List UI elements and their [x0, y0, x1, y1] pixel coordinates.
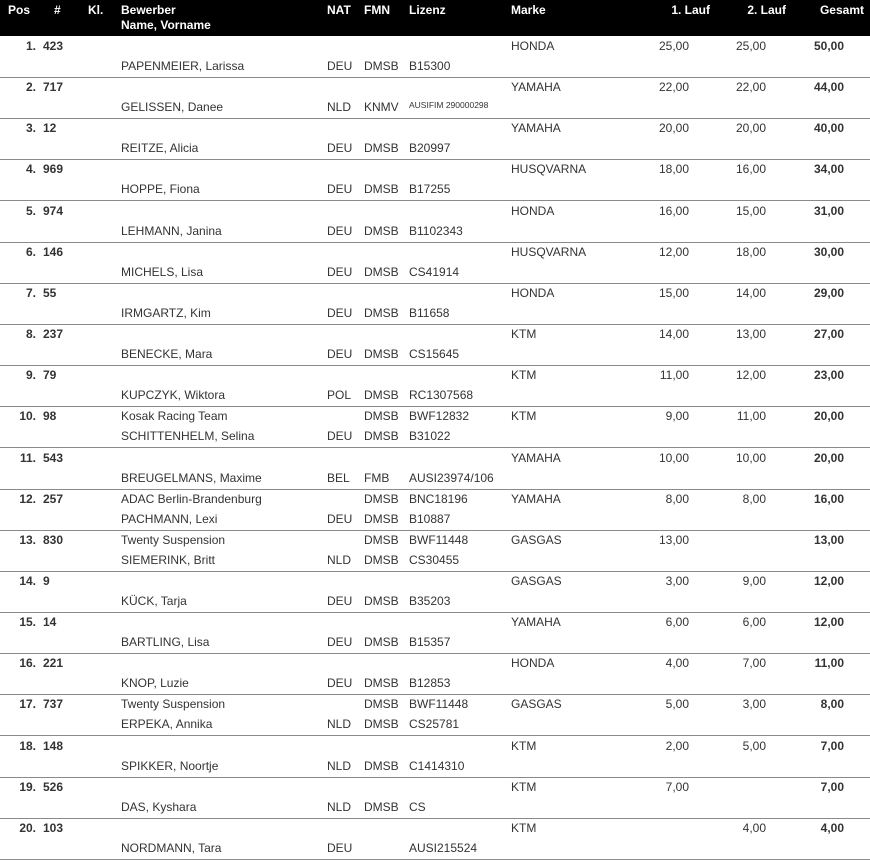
table-row	[0, 448, 870, 490]
brand-cell: YAMAHA	[511, 450, 561, 465]
run-2-points-cell: 5,00	[742, 738, 766, 753]
brand-cell: GASGAS	[511, 532, 562, 547]
total-points-cell: 30,00	[813, 244, 844, 259]
table-row	[0, 653, 870, 695]
run-2-points-cell: 10,00	[735, 450, 766, 465]
fmn-cell: DMSB	[364, 758, 399, 773]
run-1-points-cell: 4,00	[665, 656, 689, 671]
total-points-cell: 27,00	[813, 327, 844, 342]
rider-name-cell: SCHITTENHELM, Selina	[121, 429, 255, 444]
run-2-points-cell: 14,00	[735, 285, 766, 300]
brand-cell: YAMAHA	[511, 121, 561, 136]
position-cell: 4.	[25, 162, 36, 177]
table-row	[0, 736, 870, 778]
license-cell: B15357	[409, 635, 451, 650]
rider-name-cell: KUPCZYK, Wiktora	[121, 388, 226, 403]
run-1-points-cell: 2,00	[665, 738, 689, 753]
entrant-cell: Twenty Suspension	[121, 532, 226, 547]
start-number-cell: 257	[43, 491, 64, 506]
rider-name-cell: IRMGARTZ, Kim	[121, 305, 211, 320]
header-nat: NAT	[327, 3, 351, 17]
license-cell: B17255	[409, 182, 451, 197]
rider-name-cell: PAPENMEIER, Larissa	[121, 59, 245, 73]
license-cell: B1102343	[409, 223, 463, 238]
rider-name-cell: BARTLING, Lisa	[121, 635, 210, 650]
fmn-cell: DMSB	[364, 305, 399, 320]
license-cell: B11658	[409, 305, 450, 320]
nationality-cell: NLD	[327, 717, 352, 732]
brand-cell: YAMAHA	[511, 615, 561, 630]
run-2-points-cell: 16,00	[735, 162, 766, 177]
total-points-cell: 29,00	[813, 285, 844, 300]
nationality-cell: BEL	[327, 470, 350, 485]
nationality-cell: NLD	[327, 100, 352, 115]
start-number-cell: 148	[43, 738, 64, 753]
start-number-cell: 526	[43, 779, 64, 794]
rider-name-cell: GELISSEN, Danee	[121, 100, 224, 115]
table-row	[0, 159, 870, 201]
entrant-cell: Twenty Suspension	[121, 697, 226, 712]
start-number-cell: 830	[43, 532, 64, 547]
total-points-cell: 20,00	[813, 450, 844, 465]
brand-cell: HUSQVARNA	[511, 244, 587, 259]
nationality-cell: DEU	[327, 676, 353, 691]
brand-cell: KTM	[511, 368, 537, 383]
nationality-cell: DEU	[327, 59, 353, 73]
position-cell: 3.	[25, 121, 36, 136]
run-1-points-cell: 7,00	[665, 779, 689, 794]
position-cell: 17.	[19, 697, 36, 712]
table-row	[0, 694, 870, 736]
nationality-cell: DEU	[327, 182, 353, 197]
license-cell: B31022	[409, 429, 451, 444]
table-row	[0, 612, 870, 654]
entrant-fmn-cell: DMSB	[364, 697, 399, 712]
run-1-points-cell: 13,00	[658, 532, 689, 547]
license-cell: B10887	[409, 511, 451, 526]
rider-name-cell: PACHMANN, Lexi	[121, 511, 218, 526]
run-1-points-cell: 8,00	[665, 491, 689, 506]
table-row	[0, 324, 870, 366]
total-points-cell: 16,00	[813, 491, 844, 506]
start-number-cell: 717	[43, 80, 64, 95]
brand-cell: KTM	[511, 820, 537, 835]
position-cell: 14.	[19, 573, 36, 588]
header-pos: Pos	[8, 3, 31, 17]
start-number-cell: 103	[43, 820, 64, 835]
entrant-cell: ADAC Berlin-Brandenburg	[121, 491, 262, 506]
nationality-cell: DEU	[327, 305, 353, 320]
run-2-points-cell: 18,00	[735, 244, 766, 259]
table-row	[0, 571, 870, 613]
nationality-cell: POL	[327, 388, 352, 403]
total-points-cell: 4,00	[820, 820, 844, 835]
fmn-cell: DMSB	[364, 635, 399, 650]
position-cell: 13.	[19, 532, 36, 547]
brand-cell: HUSQVARNA	[511, 162, 587, 177]
entrant-license-cell: BWF12832	[409, 409, 470, 424]
license-cell: AUSIFIM 290000298	[409, 100, 489, 111]
run-1-points-cell: 22,00	[658, 80, 689, 95]
license-cell: CS41914	[409, 264, 460, 279]
rider-name-cell: REITZE, Alicia	[121, 141, 199, 156]
header-lizenz: Lizenz	[409, 3, 446, 17]
total-points-cell: 12,00	[813, 615, 844, 630]
nationality-cell: DEU	[327, 593, 353, 608]
start-number-cell: 146	[43, 244, 64, 259]
position-cell: 15.	[19, 615, 36, 630]
nationality-cell: DEU	[327, 840, 353, 855]
fmn-cell: DMSB	[364, 264, 399, 279]
run-2-points-cell: 9,00	[742, 573, 766, 588]
run-1-points-cell: 20,00	[658, 121, 689, 136]
license-cell: AUSI215524	[409, 840, 478, 855]
fmn-cell: DMSB	[364, 388, 399, 403]
nationality-cell: NLD	[327, 552, 352, 567]
total-points-cell: 34,00	[813, 162, 844, 177]
nationality-cell: DEU	[327, 635, 353, 650]
rider-name-cell: SPIKKER, Noortje	[121, 758, 219, 773]
position-cell: 11.	[19, 450, 36, 465]
total-points-cell: 8,00	[820, 697, 844, 712]
entrant-fmn-cell: DMSB	[364, 491, 399, 506]
run-1-points-cell: 25,00	[658, 39, 689, 53]
fmn-cell: DMSB	[364, 593, 399, 608]
rider-name-cell: LEHMANN, Janina	[121, 223, 222, 238]
table-row	[0, 489, 870, 531]
run-1-points-cell: 15,00	[658, 285, 689, 300]
nationality-cell: DEU	[327, 223, 353, 238]
table-row	[0, 242, 870, 284]
rider-name-cell: NORDMANN, Tara	[121, 840, 222, 855]
header-bewerber: Bewerber	[121, 3, 176, 17]
rider-name-cell: KÜCK, Tarja	[121, 593, 187, 608]
position-cell: 10.	[19, 409, 36, 424]
table-row	[0, 365, 870, 407]
license-cell: RC1307568	[409, 388, 474, 403]
run-1-points-cell: 16,00	[658, 203, 689, 218]
license-cell: CS30455	[409, 552, 460, 567]
rider-name-cell: SIEMERINK, Britt	[121, 552, 216, 567]
run-2-points-cell: 11,00	[736, 409, 766, 424]
fmn-cell: DMSB	[364, 223, 399, 238]
rider-name-cell: MICHELS, Lisa	[121, 264, 204, 279]
license-cell: CS15645	[409, 347, 460, 362]
fmn-cell: DMSB	[364, 717, 399, 732]
table-row	[0, 530, 870, 572]
run-2-points-cell: 8,00	[742, 491, 766, 506]
start-number-cell: 79	[43, 368, 57, 383]
run-2-points-cell: 3,00	[742, 697, 766, 712]
start-number-cell: 98	[43, 409, 57, 424]
entrant-fmn-cell: DMSB	[364, 409, 399, 424]
brand-cell: GASGAS	[511, 573, 562, 588]
position-cell: 16.	[19, 656, 36, 671]
license-cell: B35203	[409, 593, 451, 608]
header-fmn: FMN	[364, 3, 390, 17]
run-2-points-cell: 6,00	[742, 615, 766, 630]
table-row	[0, 118, 870, 160]
total-points-cell: 44,00	[813, 80, 844, 95]
total-points-cell: 23,00	[813, 368, 844, 383]
run-1-points-cell: 3,00	[665, 573, 689, 588]
nationality-cell: DEU	[327, 141, 353, 156]
position-cell: 5.	[25, 203, 36, 218]
fmn-cell: DMSB	[364, 59, 399, 73]
position-cell: 8.	[25, 327, 36, 342]
fmn-cell: KNMV	[364, 100, 399, 115]
run-1-points-cell: 18,00	[658, 162, 689, 177]
license-cell: C1414310	[409, 758, 465, 773]
entrant-license-cell: BWF11448	[409, 532, 469, 547]
table-row	[0, 77, 870, 119]
run-1-points-cell: 5,00	[665, 697, 689, 712]
total-points-cell: 50,00	[813, 39, 844, 53]
brand-cell: HONDA	[511, 285, 555, 300]
run-2-points-cell: 7,00	[742, 656, 766, 671]
brand-cell: YAMAHA	[511, 80, 561, 95]
fmn-cell: DMSB	[364, 552, 399, 567]
fmn-cell: DMSB	[364, 799, 399, 814]
brand-cell: GASGAS	[511, 697, 562, 712]
rider-name-cell: DAS, Kyshara	[121, 799, 197, 814]
total-points-cell: 12,00	[813, 573, 844, 588]
table-row	[0, 36, 870, 78]
brand-cell: KTM	[511, 409, 537, 424]
position-cell: 20.	[19, 820, 36, 835]
brand-cell: KTM	[511, 738, 537, 753]
entrant-license-cell: BWF11448	[409, 697, 469, 712]
entrant-license-cell: BNC18196	[409, 491, 468, 506]
position-cell: 7.	[25, 285, 36, 300]
start-number-cell: 737	[43, 697, 64, 712]
nationality-cell: DEU	[327, 264, 353, 279]
table-row	[0, 818, 870, 860]
run-2-points-cell: 22,00	[735, 80, 766, 95]
fmn-cell: DMSB	[364, 676, 399, 691]
position-cell: 12.	[19, 491, 36, 506]
entrant-cell: Kosak Racing Team	[121, 409, 228, 424]
position-cell: 1.	[25, 39, 36, 53]
fmn-cell: DMSB	[364, 429, 399, 444]
brand-cell: KTM	[511, 327, 537, 342]
start-number-cell: 974	[43, 203, 64, 218]
entrant-fmn-cell: DMSB	[364, 532, 399, 547]
rider-name-cell: HOPPE, Fiona	[121, 182, 200, 197]
license-cell: AUSI23974/106	[409, 470, 494, 485]
position-cell: 6.	[25, 244, 36, 259]
license-cell: CS25781	[409, 717, 460, 732]
run-2-points-cell: 25,00	[735, 39, 766, 53]
position-cell: 9.	[25, 368, 36, 383]
table-row	[0, 201, 870, 243]
run-1-points-cell: 11,00	[659, 368, 689, 383]
fmn-cell: DMSB	[364, 182, 399, 197]
license-cell: CS	[409, 799, 426, 814]
position-cell: 18.	[19, 738, 36, 753]
nationality-cell: DEU	[327, 429, 353, 444]
run-2-points-cell: 20,00	[735, 121, 766, 136]
brand-cell: HONDA	[511, 203, 555, 218]
total-points-cell: 11,00	[814, 656, 844, 671]
table-row	[0, 777, 870, 819]
total-points-cell: 31,00	[813, 203, 844, 218]
rider-name-cell: ERPEKA, Annika	[121, 717, 213, 732]
table-row	[0, 283, 870, 325]
header-class: Kl.	[88, 3, 104, 17]
nationality-cell: NLD	[327, 799, 352, 814]
start-number-cell: 55	[43, 285, 57, 300]
start-number-cell: 423	[43, 39, 64, 53]
run-2-points-cell: 12,00	[735, 368, 766, 383]
total-points-cell: 7,00	[820, 738, 844, 753]
header-gesamt: Gesamt	[819, 3, 864, 17]
start-number-cell: 9	[43, 573, 50, 588]
rider-name-cell: BREUGELMANS, Maxime	[121, 470, 262, 485]
position-cell: 19.	[19, 779, 36, 794]
start-number-cell: 969	[43, 162, 64, 177]
header-lauf-2: 2. Lauf	[747, 3, 786, 17]
header-name: Name, Vorname	[121, 18, 211, 32]
nationality-cell: NLD	[327, 758, 352, 773]
table-header	[0, 0, 870, 36]
license-cell: B15300	[409, 59, 451, 73]
fmn-cell: DMSB	[364, 141, 399, 156]
run-1-points-cell: 12,00	[658, 244, 689, 259]
nationality-cell: DEU	[327, 511, 353, 526]
header-number: #	[54, 3, 61, 17]
start-number-cell: 14	[43, 615, 57, 630]
fmn-cell: FMB	[364, 470, 390, 485]
header-lauf-1: 1. Lauf	[671, 3, 710, 17]
brand-cell: HONDA	[511, 656, 555, 671]
run-1-points-cell: 10,00	[658, 450, 689, 465]
start-number-cell: 237	[43, 327, 64, 342]
brand-cell: YAMAHA	[511, 491, 561, 506]
header-marke: Marke	[511, 3, 546, 17]
position-cell: 2.	[25, 80, 36, 95]
total-points-cell: 20,00	[813, 409, 844, 424]
start-number-cell: 543	[43, 450, 64, 465]
run-2-points-cell: 15,00	[735, 203, 766, 218]
run-1-points-cell: 9,00	[665, 409, 689, 424]
brand-cell: KTM	[511, 779, 537, 794]
start-number-cell: 221	[43, 656, 64, 671]
total-points-cell: 13,00	[813, 532, 844, 547]
rider-name-cell: BENECKE, Mara	[121, 347, 213, 362]
nationality-cell: DEU	[327, 347, 353, 362]
total-points-cell: 40,00	[813, 121, 844, 136]
rider-name-cell: KNOP, Luzie	[121, 676, 189, 691]
run-1-points-cell: 14,00	[658, 327, 689, 342]
run-2-points-cell: 4,00	[742, 820, 766, 835]
fmn-cell: DMSB	[364, 347, 399, 362]
table-row	[0, 406, 870, 448]
license-cell: B12853	[409, 676, 451, 691]
fmn-cell: DMSB	[364, 511, 399, 526]
brand-cell: HONDA	[511, 39, 555, 53]
start-number-cell: 12	[43, 121, 57, 136]
license-cell: B20997	[409, 141, 451, 156]
total-points-cell: 7,00	[820, 779, 844, 794]
run-1-points-cell: 6,00	[665, 615, 689, 630]
run-2-points-cell: 13,00	[735, 327, 766, 342]
